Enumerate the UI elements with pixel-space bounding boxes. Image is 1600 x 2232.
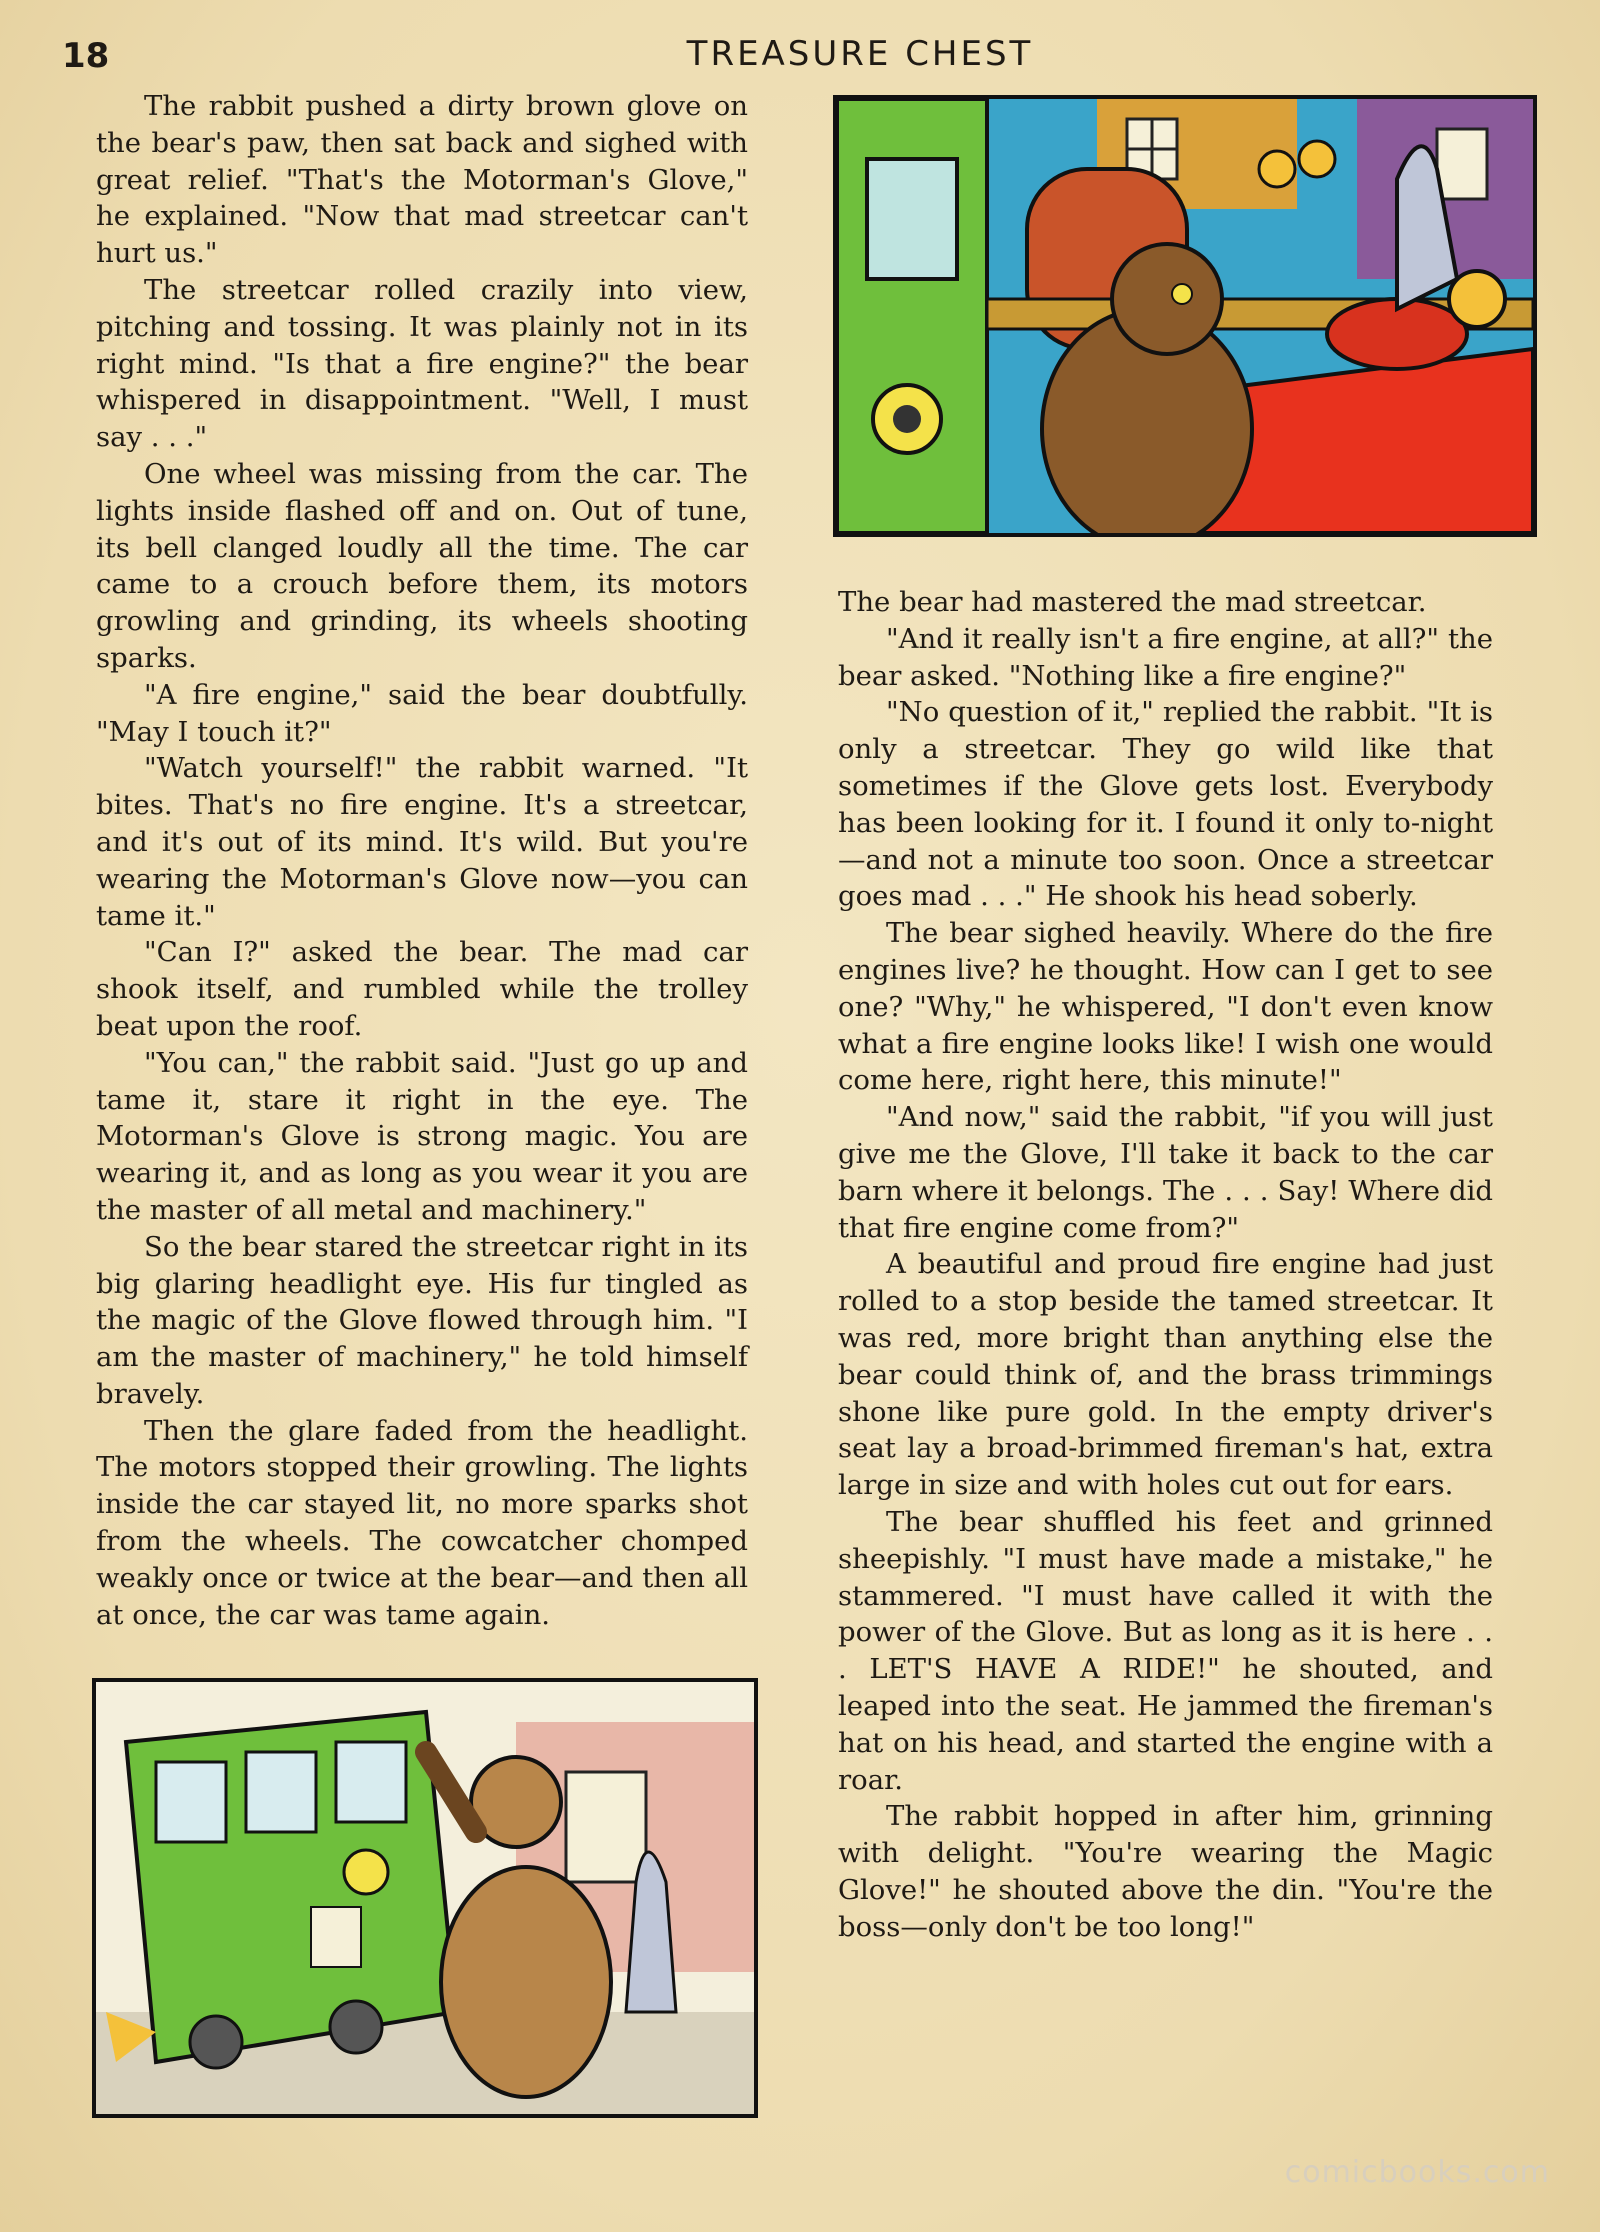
running-title: TREASURE CHEST xyxy=(686,34,1034,74)
signal-light xyxy=(1299,141,1335,177)
watermark: comicbooks.com xyxy=(1284,2155,1550,2190)
paragraph: "No question of it," replied the rabbit. "It is only a streetcar. They go wild like that sometimes if the Glove gets lost. Everybody has been looking for it. I found it only to-night—and not a minute too soon. Once a streetcar goes mad . . ." He shook his head soberly. xyxy=(838,696,1493,913)
paragraph: The bear sighed heavily. Where do the fire engines live? he thought. How can I get to see one? "Why," he whispered, "I don't even know what a fire engine looks like! I wish one would come here, right here, this minute!" xyxy=(838,917,1493,1097)
paragraph: "Can I?" asked the bear. The mad car shook itself, and rumbled while the trolley beat upon the roof. xyxy=(96,936,748,1042)
paragraph: The rabbit pushed a dirty brown glove on the bear's paw, then sat back and sighed with great relief. "That's the Motorman's Glove," he explained. "Now that mad streetcar can't hurt us." xyxy=(96,90,748,270)
paragraph: One wheel was missing from the car. The lights inside flashed off and on. Out of tune, its bell clanged loudly all the time. The car came to a crouch before them, its motors growling and grinding, its wheels shooting sparks. xyxy=(96,457,748,674)
paragraph: "A fire engine," said the bear doubtfully. "May I touch it?" xyxy=(96,678,748,748)
page-header xyxy=(40,30,1560,80)
paragraph: "And now," said the rabbit, "if you will just give me the Glove, I'll take it back to the car barn where it belongs. The . . . Say! Where did that fire engine come from?" xyxy=(838,1101,1493,1244)
paragraph: A beautiful and proud fire engine had just rolled to a stop beside the tamed streetcar. It was red, more bright than anything else the bear could think of, and the brass trimmings shone like pure gold. In the empty driver's seat lay a broad-brimmed fireman's hat, extra large in size and with holes cut out for ears. xyxy=(838,1248,1493,1502)
page-number: 18 xyxy=(62,36,110,76)
streetcar-headlight xyxy=(344,1850,388,1894)
illustration-bear-streetcar xyxy=(92,1678,758,2118)
paragraph: "And it really isn't a fire engine, at all?" the bear asked. "Nothing like a fire engine?" xyxy=(838,622,1493,692)
paragraph: Then the glare faded from the headlight. The motors stopped their growling. The lights inside the car stayed lit, no more sparks shot from the wheels. The cowcatcher chomped weakly once or twice at the bear—and then all at once, the car was tame again. xyxy=(96,1414,748,1631)
streetcar-illustration xyxy=(96,1682,754,2114)
illustration-bear-fire-engine xyxy=(833,95,1537,537)
streetcar-wheel xyxy=(190,2016,242,2068)
left-text-column xyxy=(96,88,748,1633)
paragraph: The bear shuffled his feet and grinned sheepishly. "I must have made a mistake," he stammered. "I must have called it with the power of the Glove. But as long as it is here . . . LET'S HAVE A RIDE!" he shouted, and leaped into the seat. He jammed the fireman's hat on his head, and started the engine with a roar. xyxy=(838,1505,1493,1796)
paragraph: "You can," the rabbit said. "Just go up and tame it, stare it right in the eye. The Motorman's Glove is strong magic. You are wearing it, and as long as you wear it you are the master of all metal and machinery." xyxy=(96,1046,748,1226)
paragraph: The rabbit hopped in after him, grinning with delight. "You're wearing the Magic Glove!" he shouted above the din. "You're the boss—only don't be too long!" xyxy=(838,1800,1493,1943)
bear-figure xyxy=(441,1867,611,2097)
paragraph: The streetcar rolled crazily into view, pitching and tossing. It was plainly not in its right mind. "Is that a fire engine?" the bear whispered in disappointment. "Well, I must say . . ." xyxy=(96,273,748,454)
right-text-column xyxy=(838,584,1493,1945)
paragraph: So the bear stared the streetcar right in its big glaring headlight eye. His fur tingled as the magic of the Glove flowed through him. "I am the master of machinery," he told himself bravely. xyxy=(96,1230,748,1410)
paragraph: The bear had mastered the mad streetcar. xyxy=(838,586,1427,618)
paragraph: "Watch yourself!" the rabbit warned. "It bites. That's no fire engine. It's a streetcar, and it's out of its mind. It's wild. But you're wearing the Motorman's Glove now—you can tame it." xyxy=(96,752,748,932)
fire-engine-illustration xyxy=(837,99,1533,533)
